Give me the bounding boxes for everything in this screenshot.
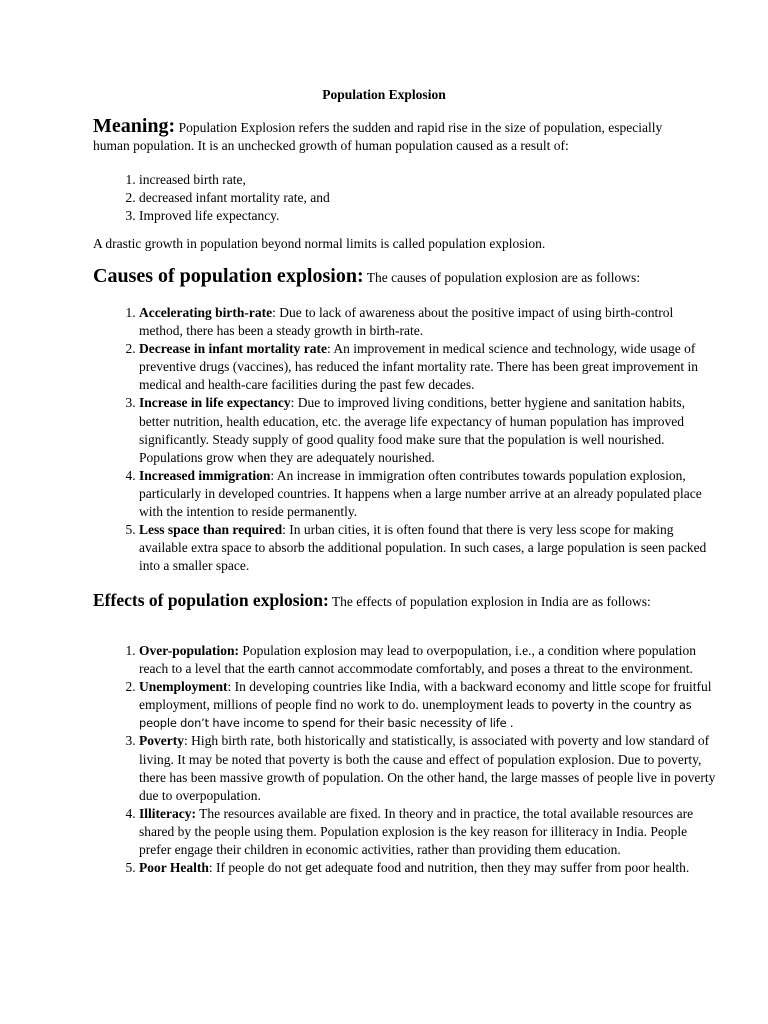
effect-text-tail: poverty in the country as people don’t have income to spend for their basic necessity of life .	[139, 698, 692, 731]
effects-paragraph	[93, 591, 683, 611]
causes-list-item	[139, 304, 719, 340]
effects-list-item	[139, 642, 719, 678]
causes-paragraph	[93, 267, 683, 287]
effect-text: : High birth rate, both historically and statistically, is associated with poverty and low standard of living. It may be noted that poverty is both the cause and effect of population explosion. Due to poverty, there has been massive growth of population. On the other hand, the large masses of people live in poverty due to overpopulation.	[139, 733, 716, 803]
effect-text: : If people do not get adequate food and nutrition, then they may suffer from poor health.	[208, 860, 690, 876]
causes-list-item	[139, 340, 719, 394]
effect-term: Poor Health	[139, 860, 209, 876]
effect-term: Illiteracy:	[139, 805, 196, 821]
causes-list-item	[139, 521, 719, 575]
cause-term: Less space than required	[139, 522, 283, 538]
effects-list-item	[139, 678, 719, 732]
cause-text: : An improvement in medical science and technology, wide usage of preventive drugs (vaccines), has reduced the infant mortality rate. There has been great improvement in medical and health-care facilities during the past few decades.	[139, 341, 699, 393]
cause-term: Increase in life expectancy	[139, 395, 291, 411]
cause-term: Increased immigration	[139, 467, 271, 483]
effects-list-item	[139, 805, 719, 859]
causes-list	[93, 304, 719, 575]
effect-text: : In developing countries like India, with a backward economy and little scope for fruitful employment, millions of people find no work to do. unemployment leads to	[139, 679, 712, 713]
cause-term: Decrease in infant mortality rate	[139, 341, 327, 357]
cause-text: : Due to lack of awareness about the positive impact of using birth-control method, there has been a steady growth in birth-rate.	[139, 305, 674, 339]
causes-heading: Causes of population explosion:	[93, 265, 364, 287]
causes-list-item	[139, 394, 719, 466]
effect-text: The resources available are fixed. In theory and in practice, the total available resources are shared by the people using them. Population explosion is the key reason for illiteracy in India. People prefer engage their children in economic activities, rather than providing them education.	[139, 805, 694, 858]
causes-intro: The causes of population explosion are as follows:	[363, 270, 641, 285]
cause-text: : In urban cities, it is often found that there is very less scope for making available extra space to absorb the additional population. In such cases, a large population is seen packed into a smaller space.	[139, 522, 707, 574]
page-title: Population Explosion	[322, 87, 446, 102]
effects-intro: The effects of population explosion in India are as follows:	[328, 594, 651, 609]
meaning-list-item: 2. decreased infant mortality rate, and	[139, 189, 719, 207]
meaning-paragraph	[93, 117, 683, 155]
cause-text: : An increase in immigration often contributes towards population explosion, particularly in developed countries. It happens when a large number arrive at an already populated place with the intention to reside permanently.	[139, 467, 702, 520]
cause-term: Accelerating birth-rate	[139, 305, 273, 320]
effect-term: Poverty	[139, 733, 184, 749]
effects-heading: Effects of population explosion:	[93, 590, 329, 610]
meaning-list-item: 3. Improved life expectancy.	[139, 207, 719, 225]
effect-term: Unemployment	[139, 679, 228, 695]
causes-list-item	[139, 467, 719, 521]
meaning-list-item: 1. increased birth rate,	[139, 171, 719, 189]
cause-text: : Due to improved living conditions, better hygiene and sanitation habits, better nutrition, health education, etc. the average life expectancy of human population has improved significantly. Steady supply of good quality food make sure that the population is well nourished. Populations grow when they are adequately nourished.	[139, 395, 686, 465]
meaning-summary: A drastic growth in population beyond normal limits is called population explosion.	[93, 236, 546, 251]
effect-text: Population explosion may lead to overpopulation, i.e., a condition where population reach to a level that the earth cannot accommodate comfortably, and poses a threat to the environment.	[139, 643, 697, 677]
meaning-list	[93, 171, 719, 225]
meaning-heading: Meaning:	[93, 115, 176, 137]
effects-list-item	[139, 732, 719, 804]
effects-list	[93, 642, 719, 877]
effects-list-item	[139, 859, 719, 877]
meaning-text: Population Explosion refers the sudden and rapid rise in the size of population, especially human population. It is an unchecked growth of human population caused as a result of:	[93, 120, 663, 154]
effect-term: Over-population:	[139, 643, 240, 658]
